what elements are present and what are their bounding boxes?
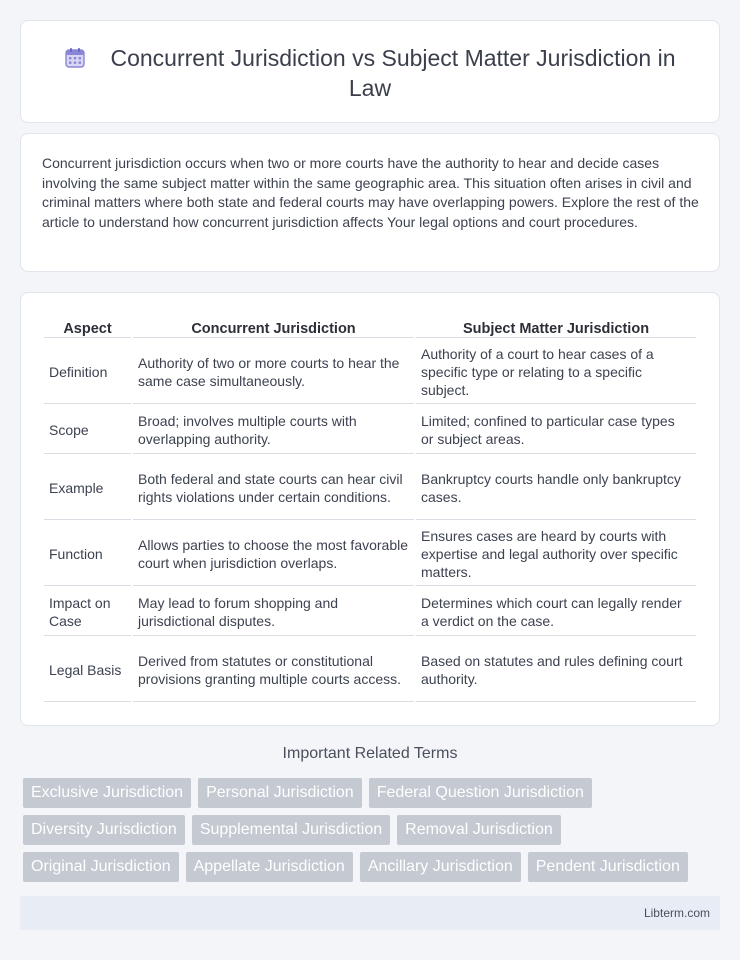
footer-site-link[interactable]: Libterm.com — [643, 906, 710, 920]
title-card — [20, 20, 720, 123]
row-concurrent: Derived from statutes or constitutional provisions granting multiple courts access. — [133, 638, 414, 702]
comparison-table — [42, 314, 698, 704]
column-header-subject-matter: Subject Matter Jurisdiction — [416, 316, 696, 338]
tag-row — [23, 815, 713, 845]
column-header-aspect: Aspect — [44, 316, 131, 338]
row-concurrent: Both federal and state courts can hear civil rights violations under certain conditions. — [133, 456, 414, 520]
table-row — [44, 522, 696, 586]
tag-row — [23, 852, 713, 882]
tag-exclusive-jurisdiction[interactable]: Exclusive Jurisdiction — [23, 778, 191, 808]
row-aspect: Legal Basis — [44, 638, 131, 702]
row-subject-matter: Bankruptcy courts handle only bankruptcy cases. — [416, 456, 696, 520]
footer — [20, 896, 720, 930]
tag-ancillary-jurisdiction[interactable]: Ancillary Jurisdiction — [360, 852, 521, 882]
intro-card — [20, 133, 720, 272]
tag-row — [23, 778, 713, 808]
tag-personal-jurisdiction[interactable]: Personal Jurisdiction — [198, 778, 362, 808]
row-concurrent: Broad; involves multiple courts with overlapping authority. — [133, 406, 414, 454]
tag-pendent-jurisdiction[interactable]: Pendent Jurisdiction — [528, 852, 688, 882]
page-title: Concurrent Jurisdiction vs Subject Matter Jurisdiction in Law — [110, 45, 676, 101]
table-header-row — [44, 316, 696, 338]
row-aspect: Definition — [44, 340, 131, 404]
row-subject-matter: Determines which court can legally render a verdict on the case. — [416, 588, 696, 636]
row-subject-matter: Limited; confined to particular case types or subject areas. — [416, 406, 696, 454]
row-aspect: Impact on Case — [44, 588, 131, 636]
tag-removal-jurisdiction[interactable]: Removal Jurisdiction — [397, 815, 561, 845]
tag-original-jurisdiction[interactable]: Original Jurisdiction — [23, 852, 179, 882]
tag-diversity-jurisdiction[interactable]: Diversity Jurisdiction — [23, 815, 185, 845]
page-title-wrap — [21, 43, 719, 103]
row-aspect: Function — [44, 522, 131, 586]
row-aspect: Scope — [44, 406, 131, 454]
table-row — [44, 638, 696, 702]
row-subject-matter: Based on statutes and rules defining court authority. — [416, 638, 696, 702]
comparison-table-card — [20, 292, 720, 726]
tag-supplemental-jurisdiction[interactable]: Supplemental Jurisdiction — [192, 815, 390, 845]
tag-federal-question-jurisdiction[interactable]: Federal Question Jurisdiction — [369, 778, 592, 808]
row-concurrent: Authority of two or more courts to hear the same case simultaneously. — [133, 340, 414, 404]
row-aspect: Example — [44, 456, 131, 520]
row-concurrent: May lead to forum shopping and jurisdictional disputes. — [133, 588, 414, 636]
related-terms-list — [23, 778, 713, 889]
related-terms-heading: Important Related Terms — [282, 745, 458, 762]
table-row — [44, 588, 696, 636]
table-row — [44, 406, 696, 454]
tag-appellate-jurisdiction[interactable]: Appellate Jurisdiction — [186, 852, 353, 882]
row-subject-matter: Authority of a court to hear cases of a specific type or relating to a specific subject. — [416, 340, 696, 404]
calendar-icon — [64, 47, 86, 69]
row-subject-matter: Ensures cases are heard by courts with expertise and legal authority over specific matters. — [416, 522, 696, 586]
column-header-concurrent: Concurrent Jurisdiction — [133, 316, 414, 338]
row-concurrent: Allows parties to choose the most favorable court when jurisdiction overlaps. — [133, 522, 414, 586]
table-row — [44, 456, 696, 520]
intro-paragraph: Concurrent jurisdiction occurs when two or more courts have the authority to hear and decide cases involving the same subject matter within the same geographic area. This situation often arises in civil and criminal matters where both state and federal courts may have overlapping powers. Explore the rest of the article to understand how concurrent jurisdiction affects Your legal options and court procedures. — [42, 155, 699, 230]
table-row — [44, 340, 696, 404]
